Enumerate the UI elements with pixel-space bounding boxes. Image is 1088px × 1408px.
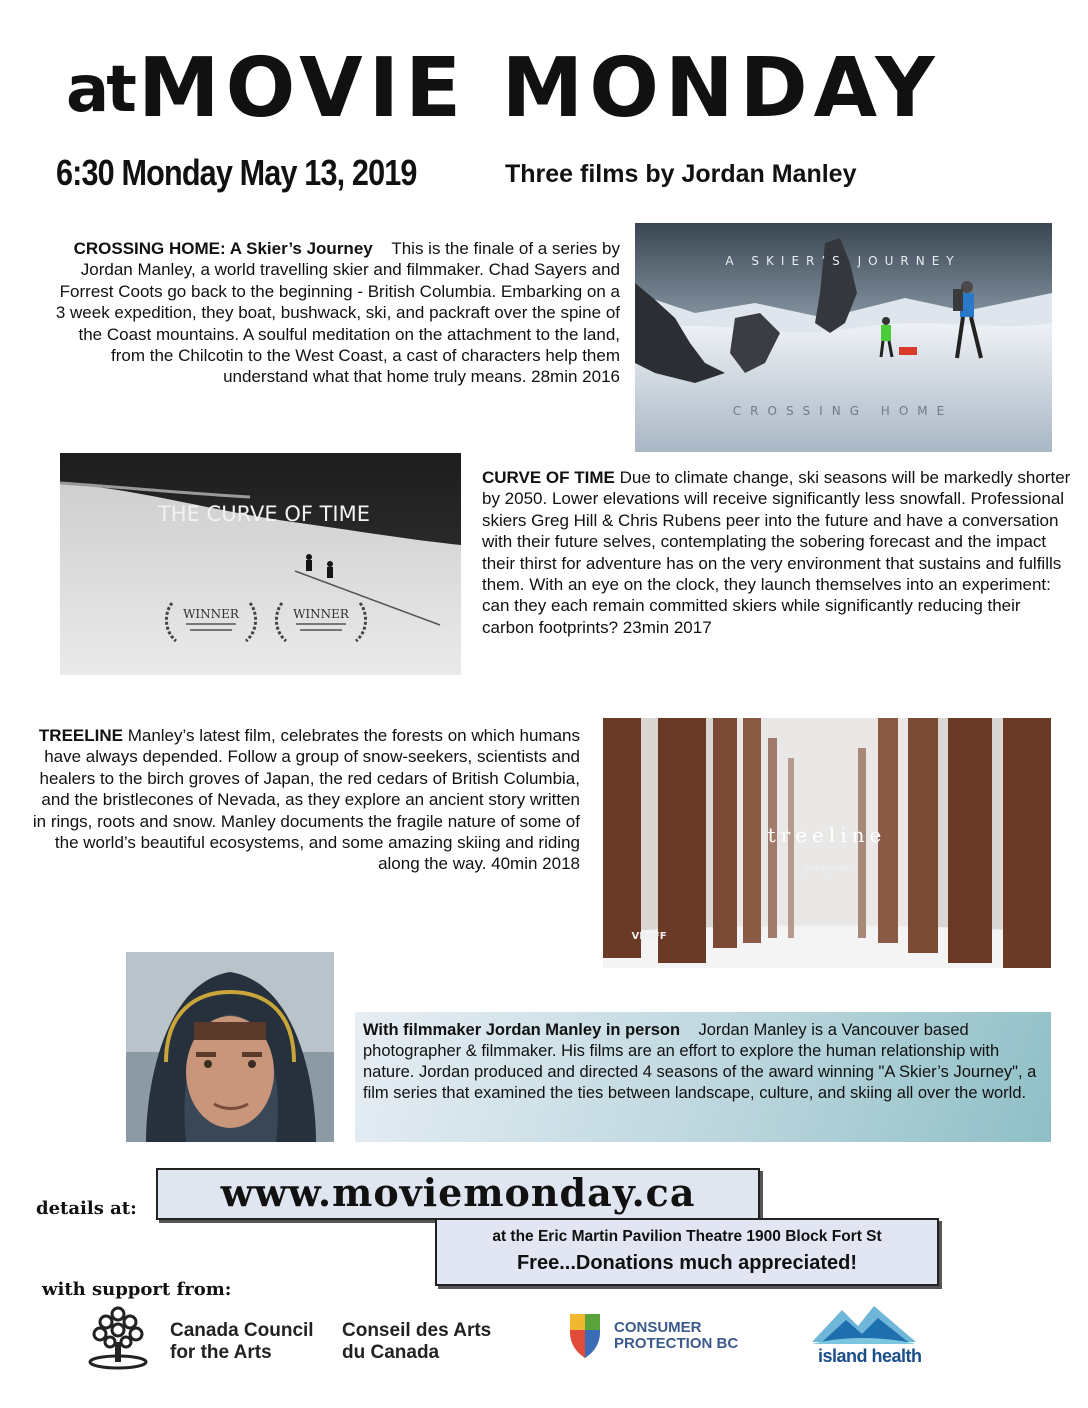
- event-date: 6:30 Monday May 13, 2019: [56, 152, 417, 193]
- canada-council-fr-line1: Conseil des Arts: [342, 1320, 492, 1341]
- film-3-text: [30, 725, 580, 875]
- film-2-award-1: WINNER: [183, 607, 239, 621]
- venue-box: [435, 1218, 939, 1286]
- cpbc-line2: PROTECTION BC: [614, 1335, 739, 1352]
- island-health-text: island health: [818, 1346, 922, 1366]
- film-2-description: Due to climate change, ski seasons will be markedly shorter by 2050. Lower elevations will receive significantly less snowfall. Professional skiers Greg Hill & Chris Rubens peer into the future and have a conversation with their future selves, contemplating the sobering forecast and the impact their thirst for adventure has on the very environment that sustains and fulfills them. With an eye on the clock, they launch themselves into an experiment: can they each remain committed skiers while significantly reducing their carbon footprints? 23min 2017: [482, 468, 1071, 637]
- canada-council-fr-line2: du Canada: [342, 1342, 440, 1363]
- film-1-title: CROSSING HOME: A Skier’s Journey: [73, 239, 373, 258]
- film-1-description: This is the finale of a series by Jordan Manley, a world travelling skier and filmmaker. Chad Sayers and Forrest Coots go back to the beginning - British Columbia. Embarking on a 3 week expedition, they boat, bushwack, ski, and packraft over the spine of the Coast mountains. A soulful meditation on the attachment to the land, from the Chilcotin to the West Coast, a cast of characters help them understand what that home truly means. 28min 2016: [55, 239, 620, 387]
- film-2-image: [60, 453, 461, 675]
- bio-text: Jordan Manley is a Vancouver based photographer & filmmaker. His films are an effort to explore the human relationship with nature. Jordan produced and directed 4 seasons of the award winning "A Skier’s Journey", a film series that examined the ties between landscape, culture, and skiing all over the world.: [363, 1021, 1037, 1102]
- canada-council-en-line1: Canada Council: [170, 1320, 314, 1341]
- canada-council-fr: [342, 1320, 491, 1364]
- consumer-protection-shield-icon: [568, 1312, 602, 1360]
- film-3-image-badge: VIMFF: [631, 931, 667, 942]
- film-3-image-title: treeline: [767, 823, 887, 847]
- canada-council-en-line2: for the Arts: [170, 1342, 272, 1363]
- film-3-title: TREELINE: [38, 726, 123, 745]
- support-label: with support from:: [42, 1279, 232, 1300]
- filmmaker-portrait: [126, 952, 334, 1142]
- film-3-image-brand: patagonia: [804, 864, 850, 874]
- page-title: MOVIE MONDAY: [138, 41, 941, 136]
- website-box[interactable]: [156, 1168, 760, 1220]
- film-1-image-top-text: A SKIER’S JOURNEY: [725, 254, 961, 268]
- film-2-title: CURVE OF TIME: [482, 468, 615, 487]
- film-1-image-bottom-text: CROSSING HOME: [732, 404, 954, 418]
- film-3-description: Manley’s latest film, celebrates the forests on which humans have always depended. Follow a group of snow-seekers, scientists and healers to the birch groves of Japan, the red cedars of British Columbia, and the bristlecones of Nevada, as they explore an ancient story written in rings, roots and snow. Manley documents the fragile nature of some of the world’s beautiful ecosystems, and some amazing skiing and riding along the way. 40min 2018: [32, 726, 580, 874]
- canada-council-logo-icon: [86, 1304, 150, 1370]
- film-2-text: [482, 467, 1072, 638]
- canada-council-en: [170, 1320, 314, 1364]
- header-at: at: [66, 53, 134, 127]
- island-health-mountains-icon: [812, 1302, 916, 1344]
- admission-text: Free...Donations much appreciated!: [516, 1252, 858, 1274]
- page-subtitle: Three films by Jordan Manley: [505, 160, 857, 188]
- film-1-text: [52, 238, 620, 388]
- film-2-image-title: THE CURVE OF TIME: [157, 502, 371, 526]
- details-label: details at:: [36, 1198, 137, 1219]
- venue-text: at the Eric Martin Pavilion Theatre 1900 Block Fort St: [492, 1228, 882, 1245]
- film-2-award-2: WINNER: [293, 607, 349, 621]
- consumer-protection-text: [614, 1320, 738, 1352]
- cpbc-line1: CONSUMER: [614, 1319, 702, 1336]
- bio-box: [355, 1012, 1051, 1142]
- film-3-image: [603, 718, 1051, 968]
- film-1-image: [635, 223, 1052, 452]
- website-link[interactable]: www.moviemonday.ca: [220, 1170, 696, 1215]
- bio-title: With filmmaker Jordan Manley in person: [363, 1021, 681, 1039]
